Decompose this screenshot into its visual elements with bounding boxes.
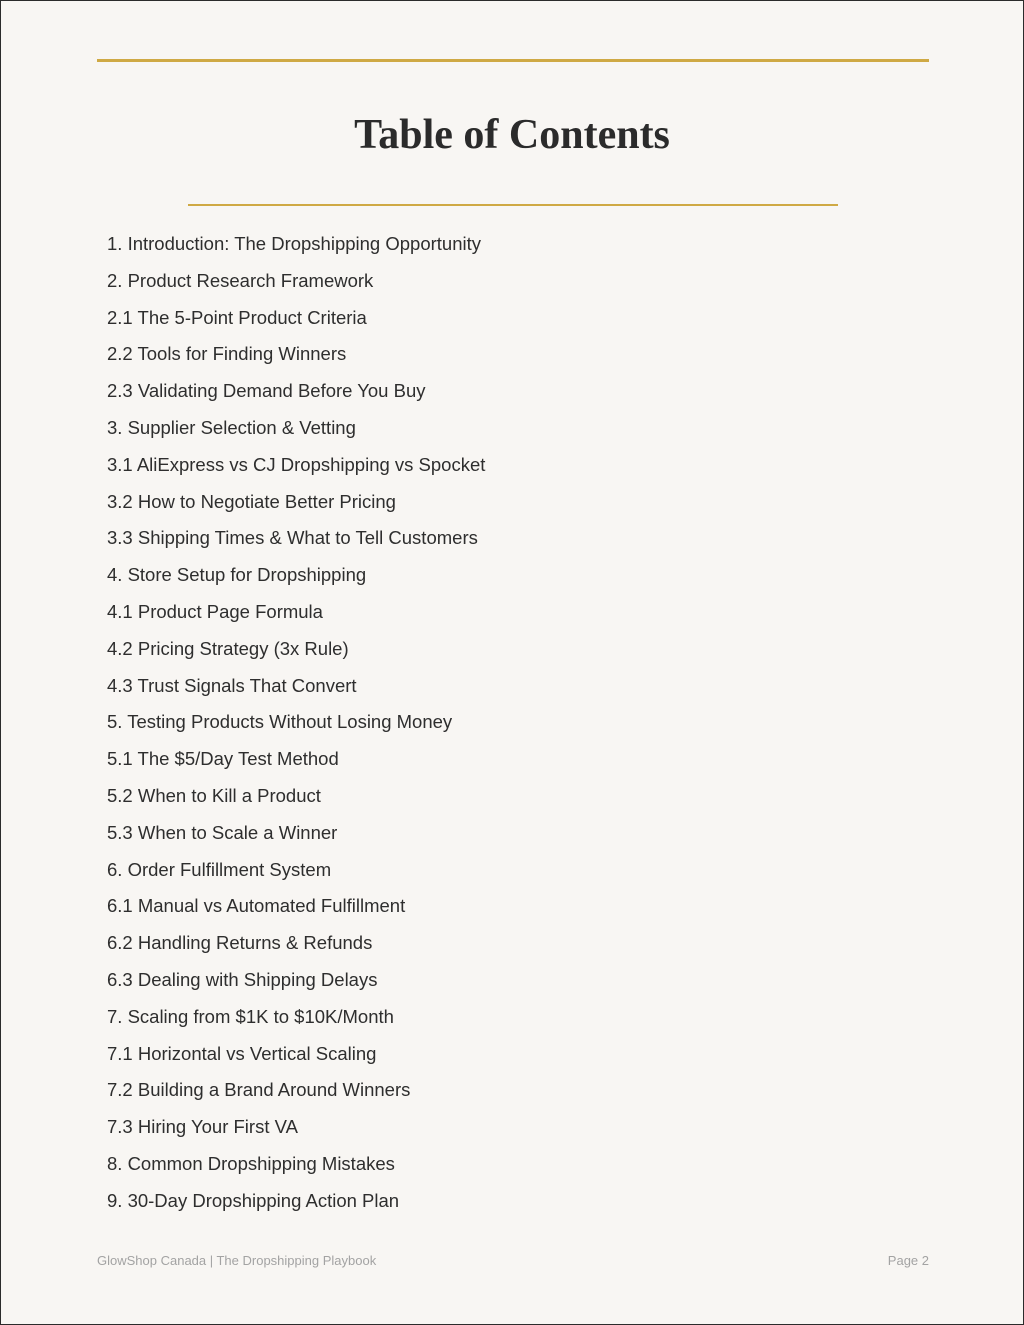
toc-list bbox=[107, 226, 485, 1220]
toc-entry: 5.3 When to Scale a Winner bbox=[107, 821, 338, 843]
toc-entry: 5. Testing Products Without Losing Money bbox=[107, 711, 453, 733]
toc-entry: 9. 30-Day Dropshipping Action Plan bbox=[107, 1189, 400, 1211]
toc-entry: 2.2 Tools for Finding Winners bbox=[107, 343, 347, 365]
toc-entry: 5.1 The $5/Day Test Method bbox=[107, 748, 339, 770]
toc-entry: 6.3 Dealing with Shipping Delays bbox=[107, 968, 378, 990]
toc-entry: 4.2 Pricing Strategy (3x Rule) bbox=[107, 637, 349, 659]
toc-entry: 2. Product Research Framework bbox=[107, 269, 374, 291]
toc-entry: 2.3 Validating Demand Before You Buy bbox=[107, 380, 426, 402]
toc-entry: 4. Store Setup for Dropshipping bbox=[107, 564, 367, 586]
toc-entry: 3.3 Shipping Times & What to Tell Customers bbox=[107, 527, 478, 549]
title-divider bbox=[188, 204, 838, 206]
toc-entry: 5.2 When to Kill a Product bbox=[107, 784, 321, 806]
toc-entry: 8. Common Dropshipping Mistakes bbox=[107, 1152, 395, 1174]
toc-entry: 3.2 How to Negotiate Better Pricing bbox=[107, 490, 396, 512]
toc-entry: 7. Scaling from $1K to $10K/Month bbox=[107, 1005, 394, 1027]
toc-entry: 4.1 Product Page Formula bbox=[107, 600, 323, 622]
toc-entry: 3.1 AliExpress vs CJ Dropshipping vs Spocket bbox=[107, 453, 486, 475]
footer-page-number: Page 2 bbox=[887, 1253, 929, 1268]
toc-entry: 3. Supplier Selection & Vetting bbox=[107, 416, 356, 438]
toc-entry: 6.1 Manual vs Automated Fulfillment bbox=[107, 895, 406, 917]
toc-entry: 2.1 The 5-Point Product Criteria bbox=[107, 306, 367, 328]
toc-entry: 7.1 Horizontal vs Vertical Scaling bbox=[107, 1042, 377, 1064]
toc-entry: 6. Order Fulfillment System bbox=[107, 858, 332, 880]
footer-doc-title: GlowShop Canada | The Dropshipping Playbook bbox=[97, 1253, 377, 1268]
toc-entry: 7.2 Building a Brand Around Winners bbox=[107, 1079, 411, 1101]
top-divider bbox=[97, 59, 929, 62]
toc-entry: 7.3 Hiring Your First VA bbox=[107, 1116, 298, 1138]
page-title: Table of Contents bbox=[354, 112, 670, 158]
toc-entry: 6.2 Handling Returns & Refunds bbox=[107, 932, 373, 954]
toc-entry: 1. Introduction: The Dropshipping Opportunity bbox=[107, 233, 481, 254]
toc-entry: 4.3 Trust Signals That Convert bbox=[107, 674, 357, 696]
